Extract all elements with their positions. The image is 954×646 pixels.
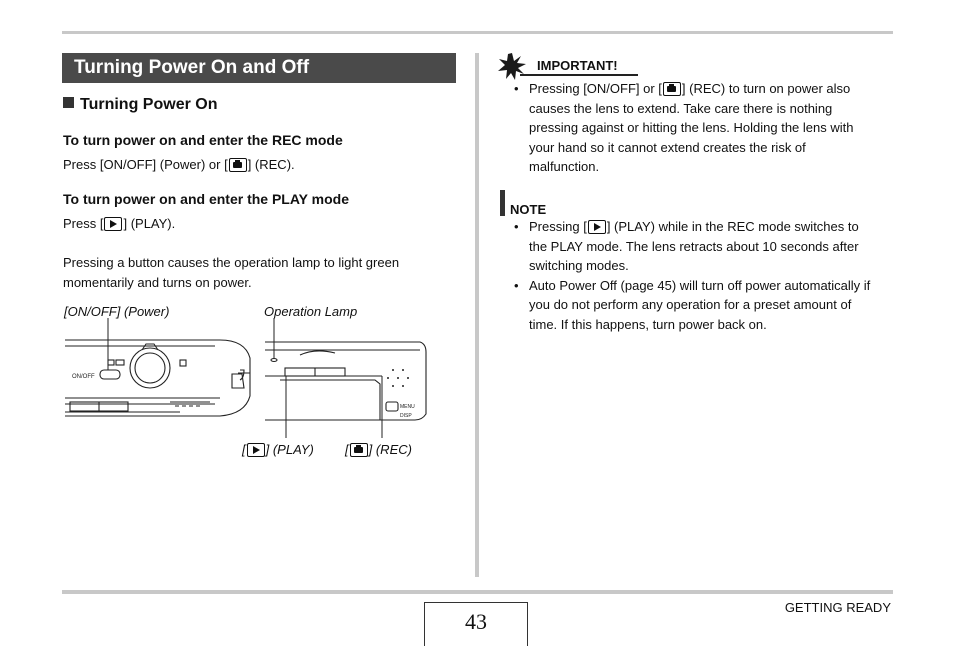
on-off-button bbox=[100, 370, 120, 379]
play-text-before: Press [ bbox=[63, 216, 104, 231]
mode-dial bbox=[130, 348, 170, 388]
rec-text-after: ] (REC). bbox=[247, 157, 295, 172]
column-divider bbox=[475, 53, 479, 577]
operation-lamp bbox=[271, 359, 277, 362]
operation-lamp-paragraph bbox=[63, 253, 399, 292]
important-underline bbox=[520, 74, 638, 76]
item-text: ] (PLAY) while in the REC mode switches to bbox=[606, 219, 859, 234]
item-line: your hand so it cannot extend creates the risk of bbox=[529, 139, 806, 155]
subheading-text: Turning Power On bbox=[80, 96, 218, 113]
page-number: 43 bbox=[424, 602, 528, 646]
subheading bbox=[63, 96, 217, 114]
square-bullet-icon bbox=[63, 97, 74, 108]
list-item bbox=[500, 276, 900, 335]
item-line: malfunction. bbox=[529, 159, 600, 174]
label-rec-before: [ bbox=[345, 442, 349, 457]
figure-label-rec bbox=[345, 442, 412, 457]
rec-mode-heading: To turn power on and enter the REC mode bbox=[63, 132, 343, 148]
disp-text: DISP bbox=[400, 413, 412, 419]
item-line: the PLAY mode. The lens retracts about 10 seconds after bbox=[529, 238, 859, 254]
starburst-icon bbox=[498, 53, 526, 81]
camera-icon bbox=[663, 82, 681, 96]
play-mode-heading: To turn power on and enter the PLAY mode bbox=[63, 191, 349, 207]
section-footer: GETTING READY bbox=[784, 600, 891, 615]
item-text: Pressing [ bbox=[529, 219, 587, 234]
camera-illustration bbox=[60, 318, 440, 442]
important-label: IMPORTANT! bbox=[537, 58, 618, 73]
camera-icon bbox=[350, 443, 368, 457]
item-text: Auto Power Off (page 45) will turn off power automatically if bbox=[529, 277, 871, 293]
play-button-icon bbox=[247, 443, 265, 457]
item-text: ] (REC) to turn on power also bbox=[681, 81, 851, 96]
item-line: you do not perform any operation for a preset amount of bbox=[529, 297, 852, 312]
item-text: Pressing [ON/OFF] or [ bbox=[529, 81, 662, 96]
play-text-after: ] (PLAY). bbox=[123, 216, 176, 231]
list-item bbox=[500, 79, 900, 177]
camera-icon bbox=[229, 158, 247, 172]
section-title: Turning Power On and Off bbox=[62, 53, 456, 83]
rec-mode-instruction bbox=[63, 155, 295, 175]
top-rule bbox=[62, 31, 893, 34]
note-list bbox=[500, 217, 900, 334]
label-play-after: ] (PLAY) bbox=[265, 442, 314, 457]
label-rec-after: ] (REC) bbox=[368, 442, 412, 457]
note-bar-icon bbox=[500, 190, 505, 216]
on-off-text: ON/OFF bbox=[72, 374, 95, 380]
figure-label-play bbox=[242, 442, 314, 457]
item-line: pressing against or hitting the lens. Holding the lens with bbox=[529, 120, 854, 135]
play-mode-instruction bbox=[63, 214, 175, 234]
menu-button bbox=[386, 402, 398, 411]
paragraph-line: Pressing a button causes the operation lamp to light green bbox=[63, 255, 400, 270]
rec-text-before: Press [ON/OFF] (Power) or [ bbox=[63, 157, 228, 172]
play-button-icon bbox=[588, 220, 606, 234]
menu-text: MENU bbox=[400, 404, 415, 410]
item-line: time. If this happens, turn power back on. bbox=[529, 316, 767, 332]
figure-label-lamp: Operation Lamp bbox=[264, 304, 358, 319]
figure-label-power: [ON/OFF] (Power) bbox=[64, 304, 170, 319]
list-item bbox=[500, 217, 900, 276]
item-line: switching modes. bbox=[529, 258, 629, 273]
paragraph-line: momentarily and turns on power. bbox=[63, 274, 252, 290]
note-label: NOTE bbox=[510, 202, 547, 217]
label-play-before: [ bbox=[242, 442, 246, 457]
bottom-rule bbox=[62, 590, 893, 594]
important-list bbox=[500, 79, 900, 177]
play-button-icon bbox=[104, 217, 122, 231]
item-line: causes the lens to extend. Take care there is nothing bbox=[529, 100, 833, 116]
